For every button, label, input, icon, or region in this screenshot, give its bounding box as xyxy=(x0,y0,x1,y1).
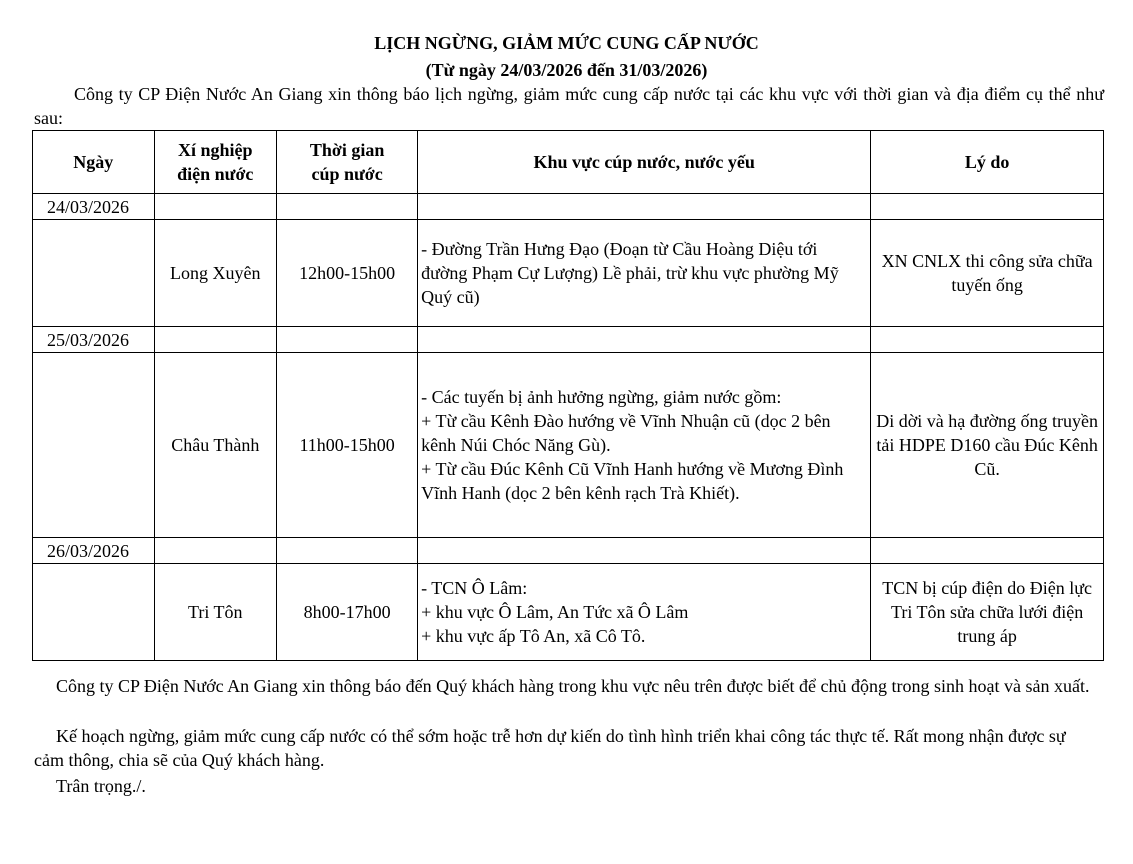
table-row xyxy=(33,220,1104,327)
header-time-line1: Thời gian xyxy=(309,140,385,160)
table-row xyxy=(33,538,1104,564)
area-line: - Đường Trần Hưng Đạo (Đoạn từ Cầu Hoàng Diệu tới đường Phạm Cự Lượng) Lề phải, trừ khu vực phường Mỹ Quý cũ) xyxy=(421,239,839,307)
header-area: Khu vực cúp nước, nước yếu xyxy=(418,131,871,194)
area-line: + Từ cầu Kênh Đào hướng về Vĩnh Nhuận cũ (dọc 2 bên kênh Núi Chóc Năng Gù). xyxy=(421,411,831,455)
table-row xyxy=(33,327,1104,353)
area-line: - Các tuyến bị ảnh hưởng ngừng, giảm nước gồm: xyxy=(421,387,782,407)
row-date: 25/03/2026 xyxy=(33,327,155,353)
area-line: + khu vực Ô Lâm, An Tức xã Ô Lâm xyxy=(421,602,689,622)
row-time: 12h00-15h00 xyxy=(277,220,418,327)
area-line: + Từ cầu Đúc Kênh Cũ Vĩnh Hanh hướng về Mương Đình Vĩnh Hanh (dọc 2 bên kênh rạch Trà Khiết). xyxy=(421,459,844,503)
header-enterprise-line2: điện nước xyxy=(177,164,254,184)
footer-paragraph-notice: Công ty CP Điện Nước An Giang xin thông báo đến Quý khách hàng trong khu vực nêu trên được biết để chủ động trong sinh hoạt và sản xuất. xyxy=(56,676,1090,696)
header-time xyxy=(277,131,418,194)
row-date: 26/03/2026 xyxy=(33,538,155,564)
row-area xyxy=(418,220,871,327)
document-title: LỊCH NGỪNG, GIẢM MỨC CUNG CẤP NƯỚC xyxy=(374,33,759,53)
header-date: Ngày xyxy=(33,131,155,194)
area-line: - TCN Ô Lâm: xyxy=(421,578,528,598)
document-subtitle: (Từ ngày 24/03/2026 đến 31/03/2026) xyxy=(425,60,708,80)
row-enterprise: Long Xuyên xyxy=(154,220,277,327)
row-area xyxy=(418,353,871,538)
header-reason: Lý do xyxy=(871,131,1104,194)
area-line: + khu vực ấp Tô An, xã Cô Tô. xyxy=(421,626,646,646)
header-enterprise xyxy=(154,131,277,194)
row-area xyxy=(418,564,871,661)
table-row xyxy=(33,353,1104,538)
row-reason: TCN bị cúp điện do Điện lực Tri Tôn sửa chữa lưới điện trung áp xyxy=(871,564,1104,661)
table-header-row xyxy=(33,131,1104,194)
header-time-line2: cúp nước xyxy=(311,164,383,184)
row-reason: Di dời và hạ đường ống truyền tải HDPE D160 cầu Đúc Kênh Cũ. xyxy=(871,353,1104,538)
table-row xyxy=(33,564,1104,661)
table-row xyxy=(33,194,1104,220)
header-enterprise-line1: Xí nghiệp xyxy=(178,140,253,160)
row-time: 8h00-17h00 xyxy=(277,564,418,661)
footer-paragraph-plan: Kế hoạch ngừng, giảm mức cung cấp nước có thể sớm hoặc trễ hơn dự kiến do tình hình triển khai công tác thực tế. Rất mong nhận được sự cảm thông, chia sẽ của Quý khách hàng. xyxy=(34,726,1066,770)
row-date: 24/03/2026 xyxy=(33,194,155,220)
row-reason: XN CNLX thi công sửa chữa tuyến ống xyxy=(871,220,1104,327)
row-enterprise: Tri Tôn xyxy=(154,564,277,661)
footer-closing: Trân trọng./. xyxy=(56,776,146,796)
row-enterprise: Châu Thành xyxy=(154,353,277,538)
water-outage-schedule-table xyxy=(32,130,1104,661)
row-time: 11h00-15h00 xyxy=(277,353,418,538)
intro-paragraph: Công ty CP Điện Nước An Giang xin thông báo lịch ngừng, giảm mức cung cấp nước tại các khu vực với thời gian và địa điểm cụ thể như sau: xyxy=(34,84,1104,128)
